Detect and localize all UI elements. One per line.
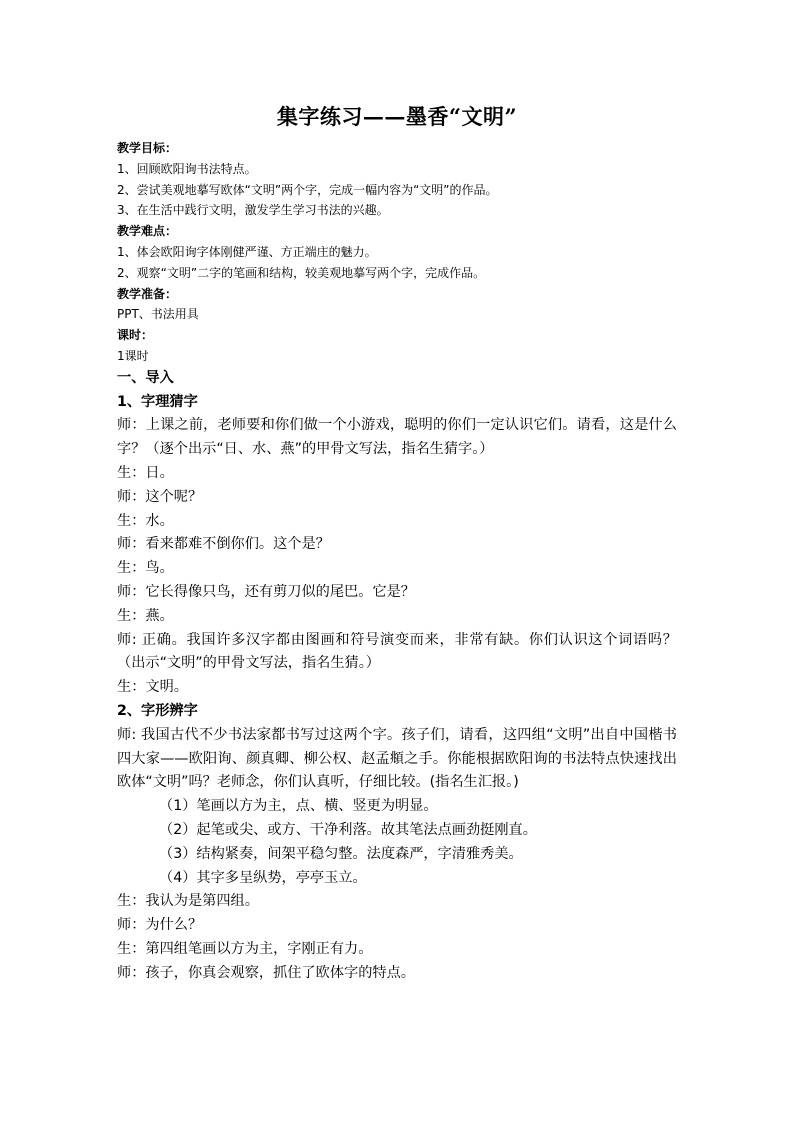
dialogue-line: 生：第四组笔画以方为主，字刚正有力。 [117, 940, 373, 957]
dialogue-paragraph: 师: 我国古代不少书法家都书写过这两个字。孩子们，请看，这四组“文明”出自中国楷书四大家——欧阳询、颜真卿、柳公权、赵孟頫之手。你能根据欧阳询的书法特点快速找出欧体“文明”吗？老师念，你们认真听，仔细比较。(指名生汇报。) [117, 726, 677, 791]
subsection-heading: 1、字理猜字 [117, 393, 198, 410]
feature-point: （1）笔画以方为主，点、横、竖更为明显。 [159, 798, 438, 815]
dialogue-line: 师：看来都难不倒你们。这个是？ [117, 536, 330, 553]
dialogue-line: 生：文明。 [117, 679, 188, 696]
difficulty-item: 2、观察“文明”二字的笔画和结构，较美观地摹写两个字，完成作品。 [117, 265, 486, 280]
dialogue-line: 师：为什么？ [117, 917, 203, 934]
dialogue-line: 师：上课之前，老师要和你们做一个小游戏，聪明的你们一定认识它们。请看，这是什么字？（逐个出示“日、水、燕”的甲骨文写法，指名生猜字。） [117, 417, 677, 458]
subsection-heading: 2、字形辨字 [117, 702, 198, 719]
dialogue-line: 师: 正确。我国许多汉字都由图画和符号演变而来，非常有缺。你们认识这个词语吗？（出示“文明”的甲骨文写法，指名生猜。） [117, 631, 677, 672]
hours-text: 1课时 [117, 348, 149, 363]
dialogue-line: 师：它长得像只鸟，还有剪刀似的尾巴。它是？ [117, 583, 415, 600]
prep-heading: 教学准备： [117, 286, 178, 301]
dialogue-line: 生：日。 [117, 464, 174, 481]
goal-item: 3、在生活中践行文明，激发学生学习书法的兴趣。 [117, 203, 389, 218]
goals-heading: 教学目标： [117, 141, 178, 155]
difficulty-item: 1、体会欧阳询字体刚健严谨、方正端庄的魅力。 [117, 244, 377, 259]
feature-point: （4）其字多呈纵势，亭亭玉立。 [159, 869, 367, 886]
goal-item: 1、回顾欧阳询书法特点。 [117, 161, 257, 176]
difficulties-heading: 教学难点： [117, 224, 178, 239]
feature-point: （3）结构紧奏，间架平稳匀整。法度森严，字清雅秀美。 [159, 845, 523, 862]
feature-point: （2）起笔或尖、或方、干净利落。故其笔法点画劲挺刚直。 [159, 821, 537, 838]
dialogue-line: 生：燕。 [117, 607, 174, 624]
prep-text: PPT、书法用具 [117, 307, 199, 322]
dialogue-line: 生：鸟。 [117, 560, 174, 577]
dialogue-line: 生：我认为是第四组。 [117, 893, 259, 910]
goal-item: 2、尝试美观地摹写欧体“文明”两个字，完成一幅内容为“文明”的作品。 [117, 182, 498, 197]
dialogue-line: 师：这个呢？ [117, 488, 203, 505]
dialogue-line: 师：孩子，你真会观察，抓住了欧体字的特点。 [117, 964, 415, 981]
document-page [117, 102, 677, 985]
dialogue-line: 生：水。 [117, 512, 174, 529]
page-title: 集字练习——墨香“文明” [276, 104, 518, 129]
section-heading: 一、导入 [117, 369, 174, 386]
hours-heading: 课时： [117, 328, 154, 343]
